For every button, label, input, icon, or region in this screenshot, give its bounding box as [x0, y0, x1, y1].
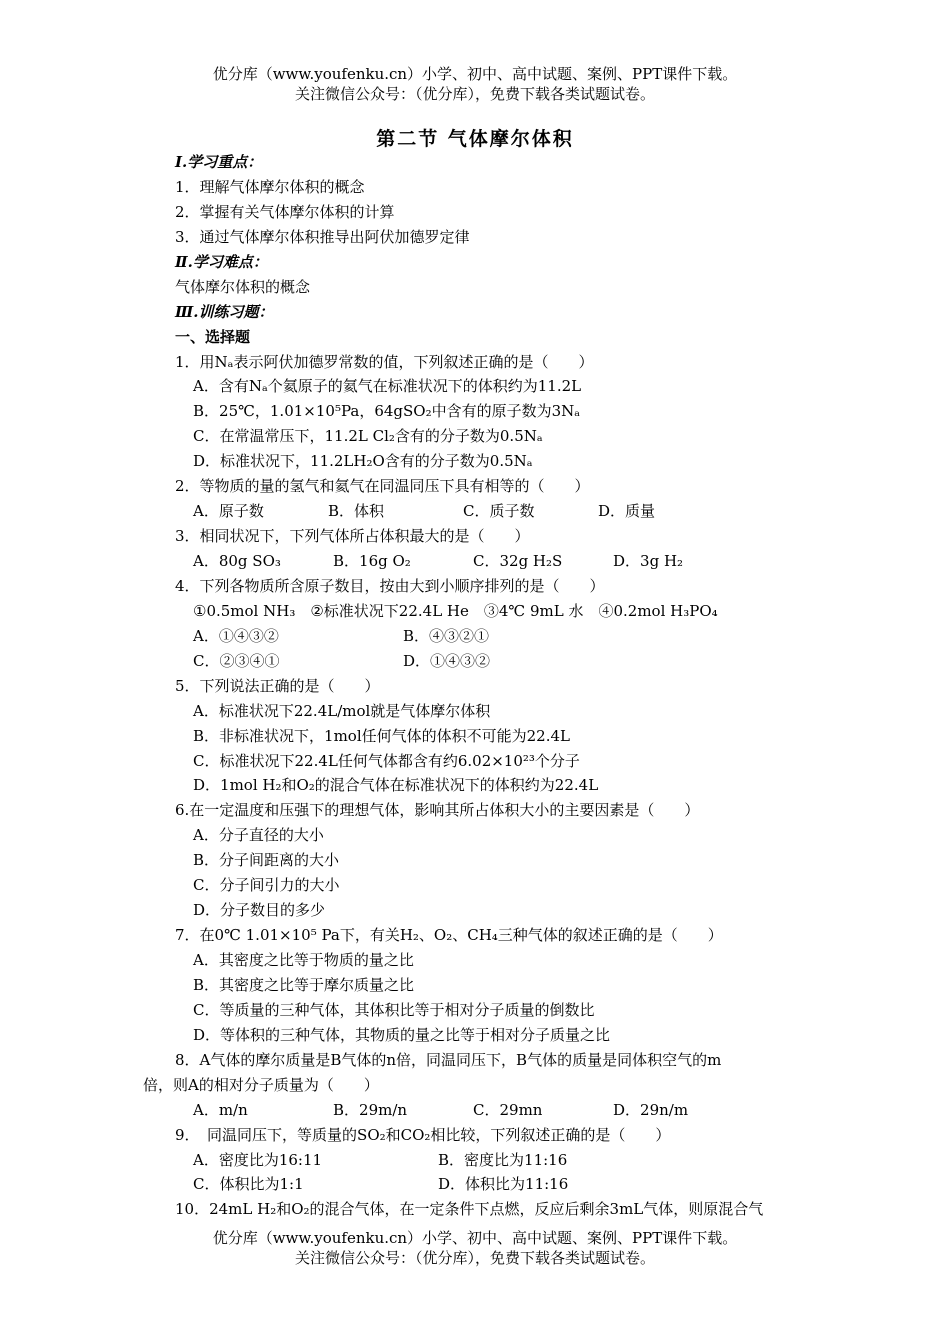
- question-2-option-b: B．体积: [328, 502, 385, 521]
- key-point-3: 3．通过气体摩尔体积推导出阿伏加德罗定律: [175, 227, 470, 246]
- question-1-option-d: D．标准状况下，11.2LH₂O含有的分子数为0.5Nₐ: [193, 452, 533, 471]
- footer-line-1: 优分库（www.youfenku.cn）小学、初中、高中试题、案例、PPT课件下载。: [212, 1229, 738, 1247]
- question-7-option-d: D．等体积的三种气体，其物质的量之比等于相对分子质量之比: [193, 1025, 611, 1044]
- question-7-option-b: B．其密度之比等于摩尔质量之比: [193, 975, 415, 994]
- key-point-1: 1．理解气体摩尔体积的概念: [175, 177, 365, 196]
- question-9-options-row-1: [175, 1148, 815, 1173]
- question-6-option-b: B．分子间距离的大小: [193, 851, 340, 870]
- question-2-option-c: C．质子数: [463, 502, 535, 521]
- question-1-option-a: A．含有Nₐ个氦原子的氦气在标准状况下的体积约为11.2L: [193, 377, 582, 396]
- question-2-option-a: A．原子数: [193, 502, 264, 521]
- question-7-stem: 7．在0℃ 1.01×10⁵ Pa下，有关H₂、O₂、CH₄三种气体的叙述正确的是（ ）: [175, 926, 723, 945]
- question-5-option-d: D．1mol H₂和O₂的混合气体在标准状况下的体积约为22.4L: [193, 776, 599, 795]
- question-8-option-c: C．29mn: [473, 1100, 543, 1119]
- question-9-option-c: C．体积比为1:1: [193, 1175, 304, 1194]
- question-3-option-b: B．16g O₂: [333, 552, 411, 570]
- question-3-option-c: C．32g H₂S: [473, 552, 563, 570]
- page-title: 第二节 气体摩尔体积: [376, 128, 574, 150]
- question-6-stem: 6.在一定温度和压强下的理想气体，影响其所占体积大小的主要因素是（ ）: [175, 801, 700, 820]
- question-5-option-b: B．非标准状况下，1mol任何气体的体积不可能为22.4L: [193, 726, 570, 745]
- question-4-stem: 4．下列各物质所含原子数目，按由大到小顺序排列的是（ ）: [175, 576, 605, 595]
- question-4-option-b: B．④③②①: [403, 626, 490, 645]
- header-line-2: 关注微信公众号：（优分库），免费下载各类试题试卷。: [294, 85, 655, 103]
- question-1-option-c: C．在常温常压下，11.2L Cl₂含有的分子数为0.5Nₐ: [193, 427, 543, 446]
- question-5-option-a: A．标准状况下22.4L/mol就是气体摩尔体积: [193, 701, 491, 720]
- question-4-option-a: A．①④③②: [193, 626, 279, 645]
- question-4-option-c: C．②③④①: [193, 651, 280, 670]
- question-9-stem: 9． 同温同压下，等质量的SO₂和CO₂相比较，下列叙述正确的是（ ）: [175, 1125, 671, 1144]
- question-8-option-d: D．29n/m: [613, 1100, 689, 1119]
- question-9-option-b: B．密度比为11:16: [438, 1150, 568, 1169]
- document-body: [143, 150, 815, 1222]
- footer-line-2: 关注微信公众号：（优分库），免费下载各类试题试卷。: [294, 1249, 655, 1267]
- question-3-option-a: A．80g SO₃: [193, 552, 281, 570]
- question-1-option-b: B．25℃，1.01×10⁵Pa，64gSO₂中含有的原子数为3Nₐ: [193, 402, 581, 421]
- question-2-stem: 2．等物质的量的氢气和氦气在同温同压下具有相等的（ ）: [175, 477, 590, 496]
- section-heading-key-points: Ⅰ.学习重点：: [175, 153, 263, 171]
- question-10-stem: 10．24mL H₂和O₂的混合气体，在一定条件下点燃，反应后剩余3mL气体，则原混合气: [175, 1200, 764, 1219]
- question-3-stem: 3．相同状况下，下列气体所占体积最大的是（ ）: [175, 527, 530, 546]
- question-1-stem: 1．用Nₐ表示阿伏加德罗常数的值，下列叙述正确的是（ ）: [175, 352, 594, 371]
- question-8-option-a: A．m/n: [193, 1100, 248, 1119]
- question-4-option-d: D．①④③②: [403, 651, 491, 670]
- question-8-stem-line-2: 倍，则A的相对分子质量为（ ）: [143, 1075, 379, 1094]
- section-heading-difficulties: Ⅱ.学习难点：: [175, 252, 268, 271]
- header-line-1: 优分库（www.youfenku.cn）小学、初中、高中试题、案例、PPT课件下载。: [212, 65, 738, 83]
- question-9-options-row-2: [175, 1172, 815, 1197]
- question-4-items: ①0.5mol NH₃ ②标准状况下22.4L He ③4℃ 9mL 水 ④0.2mol H₃PO₄: [193, 601, 718, 620]
- question-4-options-row-2: [175, 649, 815, 674]
- question-9-option-a: A．密度比为16:11: [193, 1150, 323, 1169]
- difficulty-text: 气体摩尔体积的概念: [175, 277, 311, 296]
- question-4-options-row-1: [175, 624, 815, 649]
- question-3-option-d: D．3g H₂: [613, 552, 684, 570]
- question-5-stem: 5．下列说法正确的是（ ）: [175, 676, 380, 695]
- question-8-options: [175, 1098, 815, 1123]
- section-heading-exercises: Ⅲ.训练习题：: [175, 302, 274, 321]
- question-2-options: [175, 499, 815, 524]
- question-8-stem-line-1: 8．A气体的摩尔质量是B气体的n倍，同温同压下，B气体的质量是同体积空气的m: [175, 1050, 722, 1069]
- question-7-option-c: C．等质量的三种气体，其体积比等于相对分子质量的倒数比: [193, 1000, 595, 1019]
- question-8-option-b: B．29m/n: [333, 1100, 408, 1119]
- key-point-2: 2．掌握有关气体摩尔体积的计算: [175, 202, 395, 221]
- question-2-option-d: D．质量: [598, 502, 656, 521]
- page-header: [0, 64, 950, 104]
- question-9-option-d: D．体积比为11:16: [438, 1175, 569, 1194]
- question-7-option-a: A．其密度之比等于物质的量之比: [193, 951, 414, 969]
- question-6-option-a: A．分子直径的大小: [193, 826, 324, 845]
- page-footer: [0, 1228, 950, 1268]
- subsection-multiple-choice: 一、选择题: [175, 327, 251, 346]
- question-6-option-c: C．分子间引力的大小: [193, 876, 340, 895]
- question-5-option-c: C．标准状况下22.4L任何气体都含有约6.02×10²³个分子: [193, 751, 580, 770]
- question-6-option-d: D．分子数目的多少: [193, 901, 326, 920]
- question-3-options: [175, 549, 815, 574]
